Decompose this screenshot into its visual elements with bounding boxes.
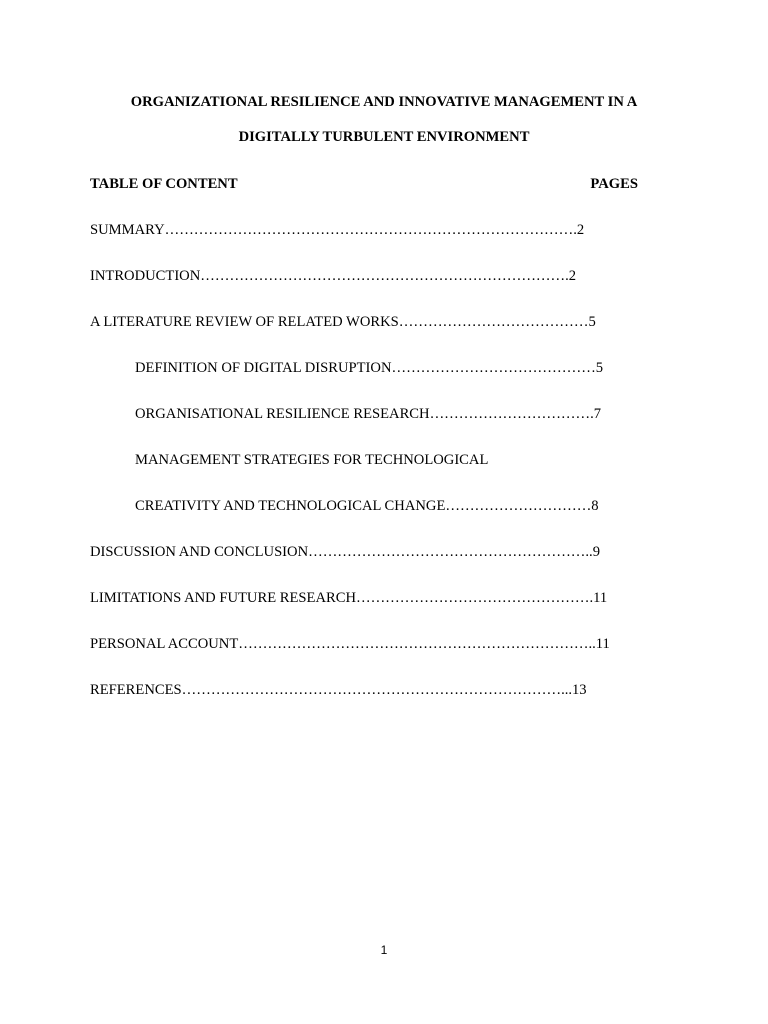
toc-entry-resilience-research: ORGANISATIONAL RESILIENCE RESEARCH…………………………….7: [135, 406, 602, 422]
toc-entry-digital-disruption: DEFINITION OF DIGITAL DISRUPTION……………………………………5: [135, 360, 604, 376]
document-title-line-1: ORGANIZATIONAL RESILIENCE AND INNOVATIVE MANAGEMENT IN A: [130, 94, 638, 110]
toc-entry-references: REFERENCES……………………………………………………………………...13: [90, 682, 587, 698]
document-title-line-2: DIGITALLY TURBULENT ENVIRONMENT: [238, 129, 530, 145]
toc-heading: TABLE OF CONTENT: [90, 176, 238, 192]
toc-entry-creativity-change: CREATIVITY AND TECHNOLOGICAL CHANGE…………………………8: [135, 498, 599, 514]
pages-heading: PAGES: [590, 176, 638, 192]
toc-entry-summary: SUMMARY………………………………………………………………………….2: [90, 222, 585, 238]
toc-entry-management-strategies: MANAGEMENT STRATEGIES FOR TECHNOLOGICAL: [135, 452, 489, 468]
toc-entry-introduction: INTRODUCTION………………………………………………………………….2: [90, 268, 577, 284]
toc-entry-personal-account: PERSONAL ACCOUNT………………………………………………………………..11: [90, 636, 610, 652]
toc-entry-discussion-conclusion: DISCUSSION AND CONCLUSION…………………………………………………..9: [90, 544, 600, 560]
toc-entry-limitations: LIMITATIONS AND FUTURE RESEARCH………………………………………….11: [90, 590, 608, 606]
page-number: 1: [380, 943, 388, 957]
toc-entry-literature-review: A LITERATURE REVIEW OF RELATED WORKS…………………………………5: [90, 314, 596, 330]
